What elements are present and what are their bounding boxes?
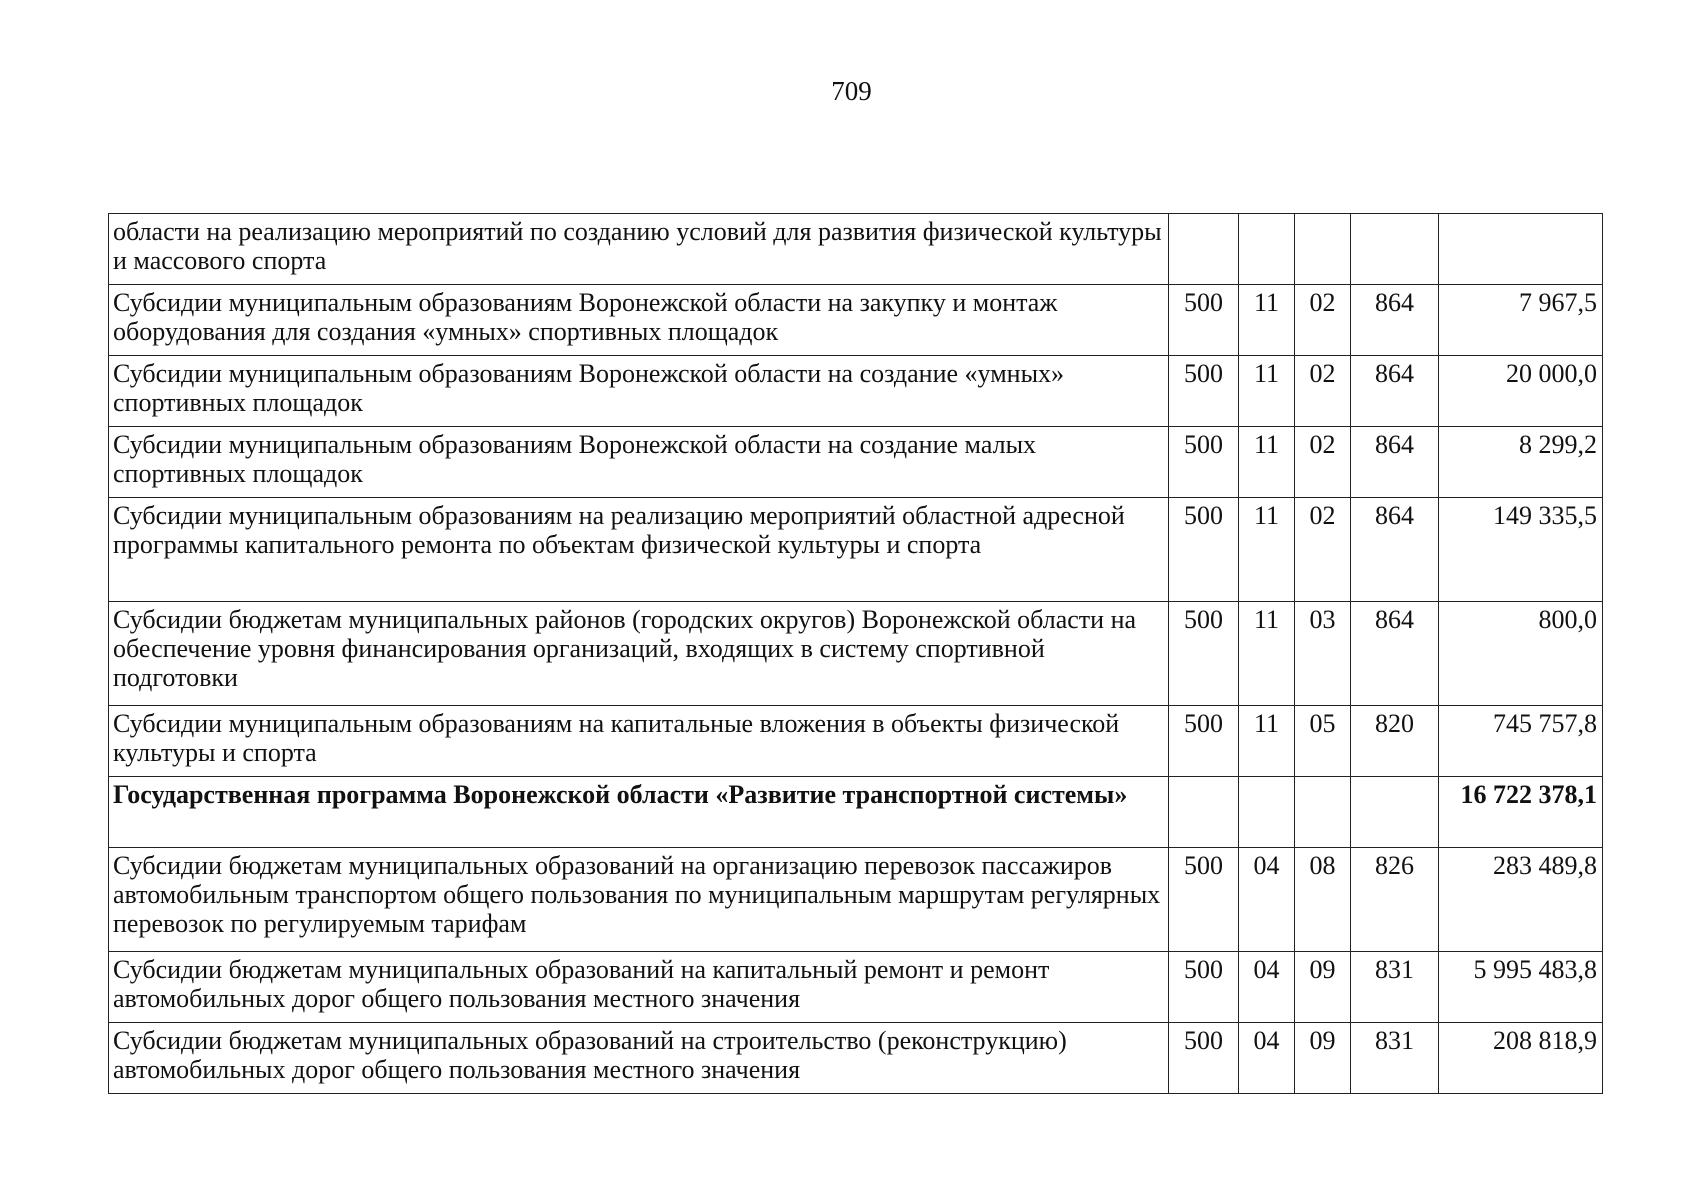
table-row-program-heading	[109, 777, 1603, 848]
cell-expense-type-code	[1351, 214, 1439, 285]
cell-section-code: 04	[1239, 848, 1295, 952]
cell-amount: 800,0	[1439, 602, 1603, 706]
cell-description: Субсидии муниципальным образованиям Воронежской области на закупку и монтаж оборудования для создания «умных» спортивных площадок	[109, 285, 1169, 356]
cell-expense-type-code: 826	[1351, 848, 1439, 952]
cell-section-code: 04	[1239, 1023, 1295, 1094]
cell-expense-type-code: 831	[1351, 1023, 1439, 1094]
cell-amount: 5 995 483,8	[1439, 952, 1603, 1023]
cell-expense-type-code	[1351, 777, 1439, 848]
cell-ministry-code: 500	[1169, 1023, 1239, 1094]
cell-expense-type-code: 864	[1351, 285, 1439, 356]
table-row	[109, 498, 1603, 602]
budget-table	[108, 213, 1603, 1094]
cell-section-code	[1239, 214, 1295, 285]
table-row	[109, 602, 1603, 706]
cell-description: Субсидии бюджетам муниципальных образований на капитальный ремонт и ремонт автомобильных дорог общего пользования местного значения	[109, 952, 1169, 1023]
cell-amount: 16 722 378,1	[1439, 777, 1603, 848]
cell-expense-type-code: 864	[1351, 498, 1439, 602]
table-row	[109, 1023, 1603, 1094]
cell-section-code: 11	[1239, 285, 1295, 356]
cell-amount	[1439, 214, 1603, 285]
page-number: 709	[831, 76, 872, 106]
cell-description: Субсидии муниципальным образованиям Воронежской области на создание малых спортивных площадок	[109, 427, 1169, 498]
cell-ministry-code: 500	[1169, 952, 1239, 1023]
cell-expense-type-code: 864	[1351, 356, 1439, 427]
cell-subsection-code: 02	[1295, 427, 1351, 498]
table-row	[109, 356, 1603, 427]
cell-section-code: 11	[1239, 427, 1295, 498]
cell-ministry-code: 500	[1169, 848, 1239, 952]
cell-section-code: 11	[1239, 602, 1295, 706]
cell-description: Субсидии бюджетам муниципальных районов (городских округов) Воронежской области на обеспечение уровня финансирования организаций, входящих в систему спортивной подготовки	[109, 602, 1169, 706]
cell-ministry-code: 500	[1169, 706, 1239, 777]
cell-subsection-code: 05	[1295, 706, 1351, 777]
cell-expense-type-code: 820	[1351, 706, 1439, 777]
cell-section-code: 11	[1239, 498, 1295, 602]
cell-ministry-code: 500	[1169, 285, 1239, 356]
cell-description: Субсидии муниципальным образованиям на реализацию мероприятий областной адресной программы капитального ремонта по объектам физической культуры и спорта	[109, 498, 1169, 602]
cell-subsection-code: 02	[1295, 498, 1351, 602]
cell-subsection-code: 02	[1295, 285, 1351, 356]
cell-ministry-code	[1169, 214, 1239, 285]
cell-amount: 149 335,5	[1439, 498, 1603, 602]
cell-section-code: 11	[1239, 356, 1295, 427]
cell-description: Субсидии бюджетам муниципальных образований на организацию перевозок пассажиров автомобильным транспортом общего пользования по муниципальным маршрутам регулярных перевозок по регулируемым тарифам	[109, 848, 1169, 952]
table-row	[109, 285, 1603, 356]
table-row	[109, 848, 1603, 952]
table-row	[109, 427, 1603, 498]
cell-description: Субсидии муниципальным образованиям на капитальные вложения в объекты физической культуры и спорта	[109, 706, 1169, 777]
cell-expense-type-code: 831	[1351, 952, 1439, 1023]
cell-description: Государственная программа Воронежской области «Развитие транспортной системы»	[109, 777, 1169, 848]
cell-amount: 8 299,2	[1439, 427, 1603, 498]
table-body	[109, 214, 1603, 1094]
cell-section-code: 04	[1239, 952, 1295, 1023]
cell-description: Субсидии бюджетам муниципальных образований на строительство (реконструкцию) автомобильных дорог общего пользования местного значения	[109, 1023, 1169, 1094]
cell-ministry-code: 500	[1169, 498, 1239, 602]
cell-ministry-code: 500	[1169, 356, 1239, 427]
cell-expense-type-code: 864	[1351, 427, 1439, 498]
cell-ministry-code	[1169, 777, 1239, 848]
cell-subsection-code: 09	[1295, 1023, 1351, 1094]
table-row	[109, 706, 1603, 777]
cell-subsection-code: 08	[1295, 848, 1351, 952]
cell-description: Субсидии муниципальным образованиям Воронежской области на создание «умных» спортивных площадок	[109, 356, 1169, 427]
cell-subsection-code	[1295, 777, 1351, 848]
cell-amount: 745 757,8	[1439, 706, 1603, 777]
table-row	[109, 214, 1603, 285]
cell-amount: 7 967,5	[1439, 285, 1603, 356]
cell-section-code	[1239, 777, 1295, 848]
cell-subsection-code	[1295, 214, 1351, 285]
cell-description: области на реализацию мероприятий по созданию условий для развития физической культуры и массового спорта	[109, 214, 1169, 285]
cell-subsection-code: 09	[1295, 952, 1351, 1023]
cell-ministry-code: 500	[1169, 602, 1239, 706]
cell-amount: 283 489,8	[1439, 848, 1603, 952]
cell-subsection-code: 03	[1295, 602, 1351, 706]
cell-section-code: 11	[1239, 706, 1295, 777]
cell-expense-type-code: 864	[1351, 602, 1439, 706]
cell-ministry-code: 500	[1169, 427, 1239, 498]
cell-amount: 208 818,9	[1439, 1023, 1603, 1094]
table-row	[109, 952, 1603, 1023]
cell-amount: 20 000,0	[1439, 356, 1603, 427]
cell-subsection-code: 02	[1295, 356, 1351, 427]
